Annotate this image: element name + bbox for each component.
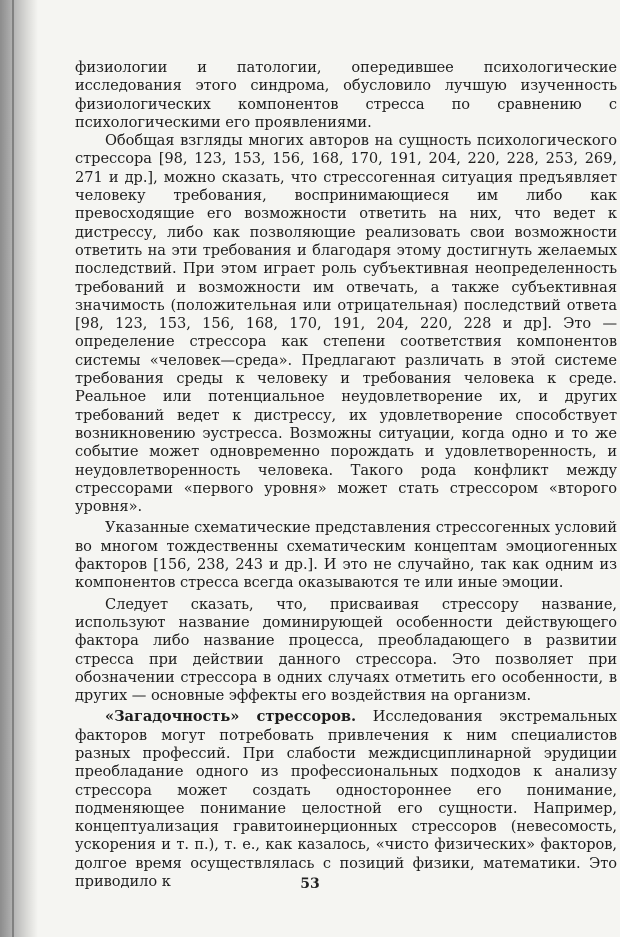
paragraph-3: Указанные схематические представления стрессогенных условий во многом тождественны схематическим концептам эмоциогенных факторов [156, 238, 243 и др.]. И это не случайно, так как одним из компонентов стресса всегда оказываются те или иные эмоции. xyxy=(75,519,617,592)
page-number: 53 xyxy=(300,876,320,892)
page-text xyxy=(75,59,617,891)
book-binding-edge xyxy=(12,0,14,937)
paragraph-2: Обобщая взгляды многих авторов на сущность психологического стрессора [98, 123, 153, 156, 168, 170, 191, 204, 220, 228, 253, 269, 271 и др.], можно сказать, что стрессогенная ситуация предъявляет человеку требования, воспринимающиеся им либо как превосходящие его возможности ответить на них, что ведет к дистрессу, либо как позволяющие реализовать свои возможности ответить на эти требования и благодаря этому достигнуть желаемых последствий. При этом играет роль субъективная неопределенность требований и возможности им отвечать, а также субъективная значимость (положительная или отрицательная) последствий ответа [98, 123, 153, 156, 168, 170, 191, 204, 220, 228 и др]. Это — определение стрессора как степени соответствия компонентов системы «человек—среда». Предлагают различать в этой системе требования среды к человеку и требования человека к среде. Реальное или потенциальное неудовлетворение их, и других требований ведет к дистрессу, их удовлетворение способствует возникновению эустресса. Возможны ситуации, когда одно и то же событие может одновременно порождать и удовлетворенность, и неудовлетворенность человека. Такого рода конфликт между стрессорами «первого уровня» может стать стрессором «второго уровня». xyxy=(75,132,617,516)
paragraph-5-text: Исследования экстремальных факторов могут потребовать привлечения к ним специалистов разных профессий. При слабости междисциплинарной эрудиции преобладание одного из профессиональных подходов к анализу стрессора может создать одностороннее его понимание, подменяющее понимание целостной его сущности. Например, концептуализация гравитоинерционных стрессоров (невесомость, ускорения и т. п.), т. е., как казалось, «чисто физических» факторов, долгое время осуществлялась с позиций физики, математики. Это приводило к xyxy=(75,708,617,891)
paragraph-1: физиологии и патологии, опередившее психологические исследования этого синдрома, обусловило лучшую изученность физиологических компонентов стресса по сравнению с психологическими его проявлениями. xyxy=(75,59,617,131)
book-binding-shadow xyxy=(0,0,38,937)
section-heading-inline: «Загадочность» стрессоров. xyxy=(105,708,357,726)
paragraph-5 xyxy=(75,708,617,891)
paragraph-4: Следует сказать, что, присваивая стрессору название, используют название доминирующей особенности действующего фактора либо название процесса, преобладающего в развитии стресса при действии данного стрессора. Это позволяет при обозначении стрессора в одних случаях отметить его особенности, в других — основные эффекты его воздействия на организм. xyxy=(75,595,617,705)
